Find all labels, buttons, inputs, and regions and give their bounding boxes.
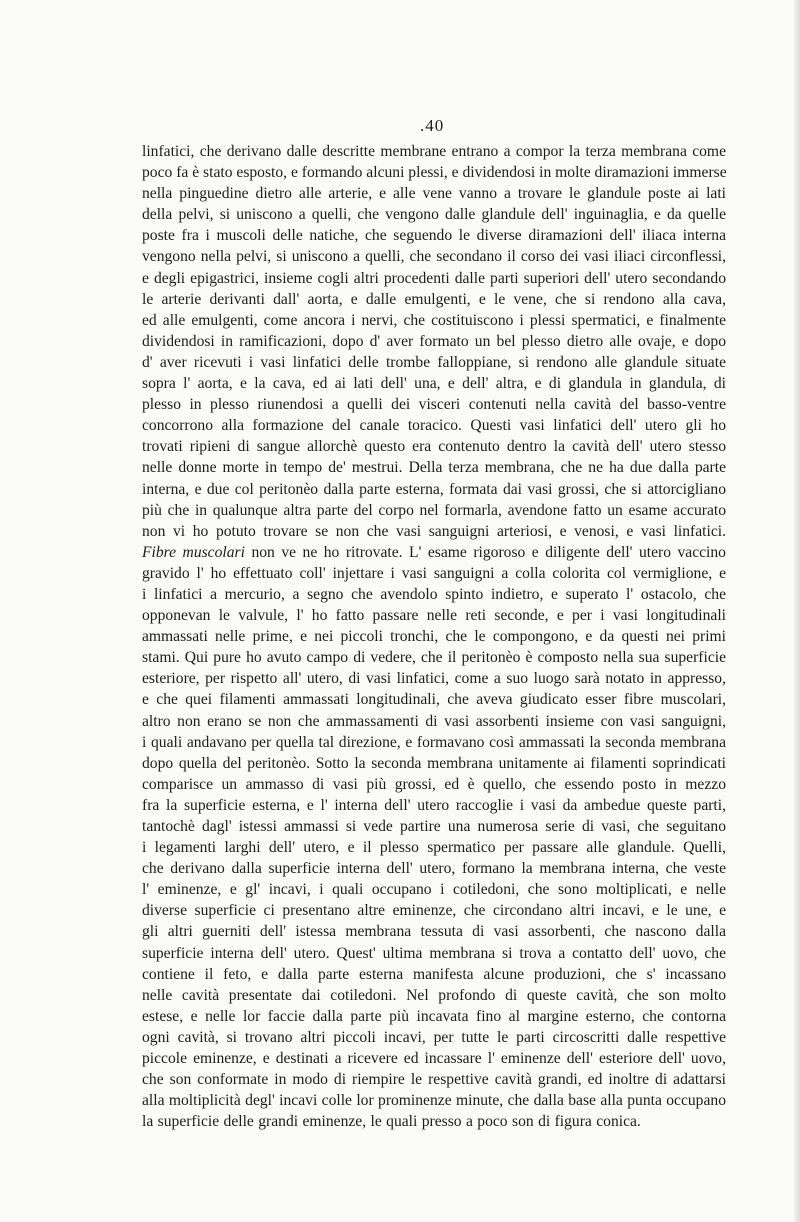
- text-line: concorrono alla formazione del canale toracico. Questi vasi linfatici dell' utero gli ho: [142, 417, 726, 435]
- text-line: i legamenti larghi dell' utero, e il plesso spermatico per passare alle glandule. Quelli,: [142, 839, 726, 857]
- text-line: ammassati nelle prime, e nei piccoli tronchi, che le compongono, e da questi nei primi: [142, 628, 726, 646]
- text-line: poco fa è stato esposto, e formando alcuni plessi, e dividendosi in molte diramazioni immerse: [142, 164, 727, 182]
- page-number: .40: [420, 116, 445, 135]
- text-line: i linfatici a mercurio, a segno che avendolo spinto indietro, e superato l' ostacolo, che: [142, 585, 726, 603]
- text-line: comparisce un ammasso di vasi più grossi, ed è quello, che essendo posto in mezzo: [142, 775, 726, 793]
- text-line: gli altri guerniti dell' istessa membrana tessuta di vasi assorbenti, che nascono dalla: [142, 923, 726, 941]
- text-line: trovati ripieni di sangue allorchè questo era contenuto dentro la cavità dell' utero stesso: [142, 438, 726, 456]
- text-line: piccole eminenze, e destinati a ricevere ed incassare l' eminenze dell' esteriore dell' uovo,: [142, 1050, 726, 1068]
- text-line: altro non erano se non che ammassamenti di vasi assorbenti insieme con vasi sanguigni,: [142, 712, 726, 730]
- text-line-last: la superficie delle grandi eminenze, le quali presso a poco son di figura conica.: [142, 1113, 641, 1131]
- text-line: della pelvi, si uniscono a quelli, che vengono dalle glandule dell' inguinaglia, e da quelle: [142, 206, 726, 224]
- text-line: d' aver ricevuti i vasi linfatici delle trombe falloppiane, si rendono alle glandule situate: [142, 353, 726, 371]
- text-line: superficie interna dell' utero. Quest' ultima membrana si trova a contatto dell' uovo, che: [142, 944, 726, 962]
- text-line: linfatici, che derivano dalle descritte membrane entrano a compor la terza membrana come: [142, 143, 726, 160]
- text-line: diverse superficie ci presentano altre eminenze, che circondano altri incavi, e le une, e: [142, 902, 726, 920]
- text-line: che son conformate in modo di riempire le respettive cavità grandi, ed inoltre di adattarsi: [142, 1071, 726, 1089]
- text-line: le arterie derivanti dall' aorta, e dalle emulgenti, e le vene, che si rendono alla cava,: [142, 290, 726, 308]
- text-line: i quali andavano per quella tal direzione, e formavano così ammassati la seconda membrana: [142, 733, 726, 751]
- text-line: tantochè dagl' istessi ammassi si vede partire una numerosa serie di vasi, che seguitano: [142, 818, 726, 835]
- text-line: nella pinguedine dietro alle arterie, e alle vene vanno a trovare le glandule poste ai lati: [142, 185, 726, 203]
- text-line: ed alle emulgenti, come ancora i nervi, che costituiscono i plessi spermatici, e finalmente: [142, 311, 726, 329]
- text-line: contiene il feto, e dalla parte esterna manifesta alcune produzioni, che s' incassano: [142, 965, 726, 983]
- text-line: interna, e due col peritonèo dalla parte esterna, formata dai vasi grossi, che si attorcigliano: [142, 480, 726, 498]
- body-text: [142, 141, 726, 1132]
- text-line: dopo quella del peritonèo. Sotto la seconda membrana unitamente ai filamenti soprindicati: [142, 754, 726, 772]
- text-line: plesso in plesso riunendosi a quelli dei visceri contenuti nella cavità del basso-ventre: [142, 396, 726, 414]
- text-line: gravido l' ho effettuato coll' injettare i vasi sanguigni a colla colorita col vermiglione, e: [142, 564, 726, 582]
- text-line: l' eminenze, e gl' incavi, i quali occupano i cotiledoni, che sono moltiplicati, e nelle: [142, 881, 726, 899]
- text-line: sopra l' aorta, e la cava, ed ai lati dell' una, e dell' altra, e di glandula in glandula, di: [142, 375, 726, 393]
- text-line: alla moltiplicità degl' incavi colle lor prominenze minute, che dalla base alla punta occupano: [142, 1092, 726, 1110]
- text-line: esteriore, per rispetto all' utero, di vasi linfatici, come a suo luogo sarà notato in appresso,: [142, 670, 726, 688]
- text-line-with-italic: [142, 542, 726, 563]
- text-line: estese, e nelle lor faccie dalla parte più incavata fino al margine esterno, che contorna: [142, 1007, 726, 1025]
- text-line: e degli epigastrici, insieme cogli altri procedenti dalle parti superiori dell' utero secondando: [142, 269, 726, 287]
- text-line: nelle cavità presentate dai cotiledoni. Nel profondo di queste cavità, che son molto: [142, 986, 726, 1004]
- text-line: più che in qualunque altra parte del corpo nel formarla, avendone fatto un esame accurato: [142, 501, 726, 519]
- text-line-rest: non ve ne ho ritrovate. L' esame rigoroso e diligente dell' utero vaccino: [251, 543, 726, 561]
- text-line: poste fra i muscoli delle natiche, che seguendo le diverse diramazioni dell' iliaca interna: [142, 227, 726, 245]
- italic-phrase: Fibre muscolari: [142, 543, 245, 561]
- text-line: non vi ho potuto trovare se non che vasi sanguigni arteriosi, e venosi, e vasi linfatici.: [142, 522, 726, 540]
- text-line: nelle donne morte in tempo de' mestrui. Della terza membrana, che ne ha due dalla parte: [142, 459, 726, 477]
- text-line: vengono nella pelvi, si uniscono a quelli, che secondano il corso dei vasi iliaci circonflessi,: [142, 248, 726, 266]
- text-line: fra la superficie esterna, e l' interna dell' utero raccoglie i vasi da ambedue queste parti,: [142, 796, 726, 814]
- text-line: ogni cavità, si trovano altri piccoli incavi, per tutte le parti circoscritti dalle respettive: [142, 1028, 726, 1046]
- text-line: stami. Qui pure ho avuto campo di vedere, che il peritonèo è composto nella sua superficie: [142, 649, 726, 667]
- text-line: opponevan le valvule, l' ho fatto passare nelle reti seconde, e per i vasi longitudinali: [142, 607, 726, 625]
- text-line: e che quei filamenti ammassati longitudinali, che aveva giudicato esser fibre muscolari,: [142, 691, 726, 709]
- text-line: che derivano dalla superficie interna dell' utero, formano la membrana interna, che veste: [142, 860, 726, 878]
- page-edge-shadow: [794, 0, 800, 1222]
- text-line: dividendosi in ramificazioni, dopo d' aver formato un bel plesso dietro alle ovaje, e dopo: [142, 332, 726, 350]
